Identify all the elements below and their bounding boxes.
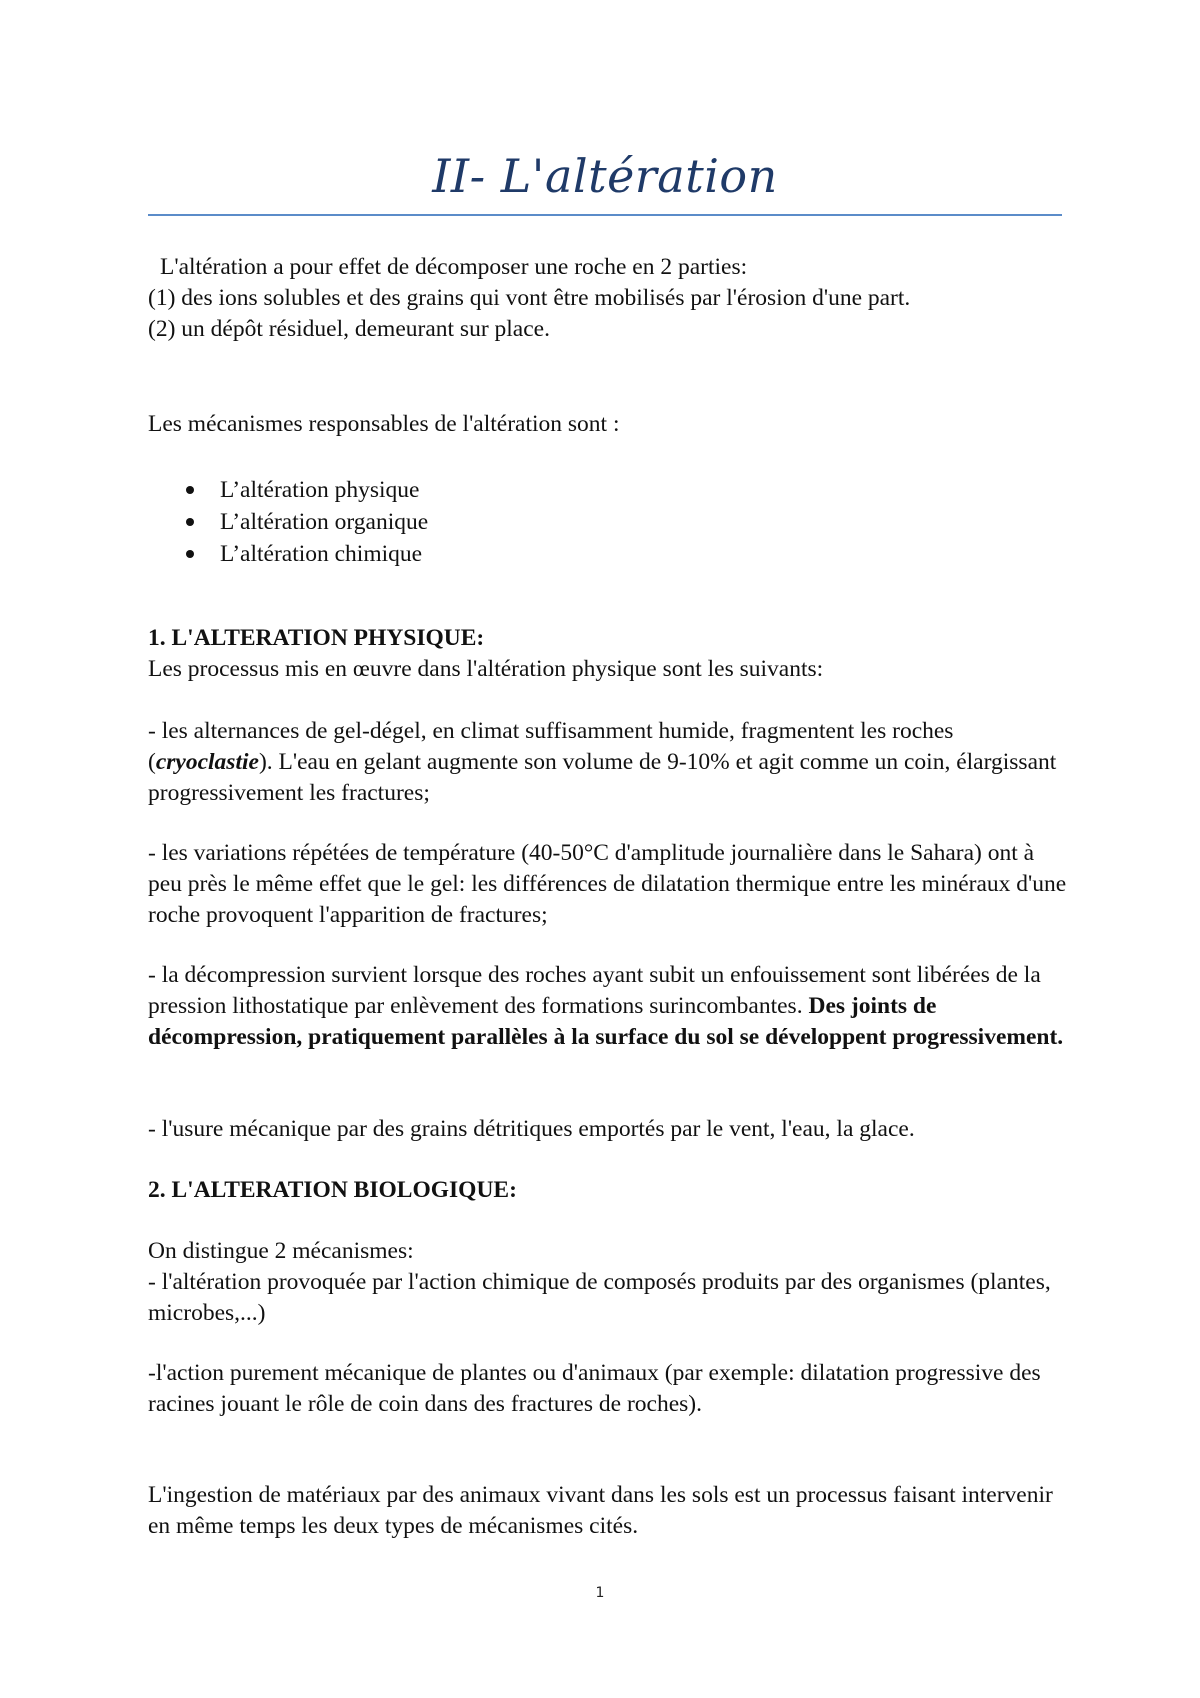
section-1 bbox=[148, 623, 1068, 685]
bullet-icon bbox=[186, 486, 194, 494]
p3-bold-text: Des joints de décompression, pratiquement parallèles à la surface du sol se développent progressivement. bbox=[148, 993, 1064, 1050]
section-1-paragraph-1 bbox=[148, 716, 1068, 809]
list-item-label: L’altération organique bbox=[220, 509, 429, 535]
section-2-intro: On distingue 2 mécanismes: bbox=[148, 1238, 414, 1264]
p1-end: ). L'eau en gelant augmente son volume de 9-10% et agit comme un coin, élargissant progressivement les fractures; bbox=[148, 749, 1057, 806]
list-item-label: L’altération chimique bbox=[220, 541, 423, 567]
p3-text: - la décompression survient lorsque des roches ayant subit un enfouissement sont libérées de la pression lithostatique par enlèvement des formations surincombantes. bbox=[148, 962, 1041, 1019]
section-1-heading: 1. L'ALTERATION PHYSIQUE: bbox=[148, 625, 485, 651]
section-1-intro: Les processus mis en œuvre dans l'altération physique sont les suivants: bbox=[148, 656, 824, 682]
page-title: II- L'altération bbox=[432, 149, 778, 203]
section-1-paragraph-2 bbox=[148, 838, 1068, 931]
paragraph-text bbox=[148, 716, 1068, 809]
list-item-label: L’altération physique bbox=[220, 477, 420, 503]
section-2-paragraph-3 bbox=[148, 1480, 1068, 1542]
intro-line-3: (2) un dépôt résiduel, demeurant sur place. bbox=[148, 316, 550, 342]
mechanisms-list bbox=[148, 474, 428, 570]
p1-start: - les alternances de gel-dégel, en climat suffisamment humide, fragmentent les roches ( bbox=[148, 718, 954, 775]
list-item bbox=[148, 474, 428, 506]
intro-line-2: (1) des ions solubles et des grains qui vont être mobilisés par l'érosion d'une part. bbox=[148, 285, 911, 311]
bullet-icon bbox=[186, 518, 194, 526]
section-2-paragraph-2 bbox=[148, 1358, 1068, 1420]
page-number: 1 bbox=[595, 1585, 605, 1601]
paragraph-text bbox=[148, 960, 1068, 1053]
section-2-paragraph-1 bbox=[148, 1236, 1068, 1329]
section-2-heading-block bbox=[148, 1175, 1068, 1206]
section-2-heading: 2. L'ALTERATION BIOLOGIQUE: bbox=[148, 1177, 517, 1203]
title-underline bbox=[148, 214, 1062, 216]
intro-line-1: L'altération a pour effet de décomposer une roche en 2 parties: bbox=[160, 254, 748, 280]
bullet-icon bbox=[186, 550, 194, 558]
section-1-paragraph-4 bbox=[148, 1114, 1068, 1145]
paragraph-text: - l'usure mécanique par des grains détritiques emportés par le vent, l'eau, la glace. bbox=[148, 1116, 915, 1142]
mechanisms-intro-text: Les mécanismes responsables de l'altération sont : bbox=[148, 411, 620, 437]
section-1-paragraph-3 bbox=[148, 960, 1068, 1053]
intro-paragraph bbox=[148, 252, 1068, 345]
cryoclastie-term: cryoclastie bbox=[155, 749, 259, 775]
mechanisms-intro bbox=[148, 409, 1068, 440]
list-item bbox=[148, 506, 428, 538]
paragraph-text: - l'altération provoquée par l'action chimique de composés produits par des organismes (plantes, microbes,...) bbox=[148, 1269, 1051, 1326]
paragraph-text: - les variations répétées de température (40-50°C d'amplitude journalière dans le Sahara) ont à peu près le même effet que le gel: les différences de dilatation thermique entre les minéraux d'une roche provoquent l'apparition de fractures; bbox=[148, 840, 1067, 928]
paragraph-text: L'ingestion de matériaux par des animaux vivant dans les sols est un processus faisant intervenir en même temps les deux types de mécanismes cités. bbox=[148, 1482, 1053, 1539]
list-item bbox=[148, 538, 428, 570]
paragraph-text: -l'action purement mécanique de plantes ou d'animaux (par exemple: dilatation progressive des racines jouant le rôle de coin dans des fractures de roches). bbox=[148, 1360, 1041, 1417]
